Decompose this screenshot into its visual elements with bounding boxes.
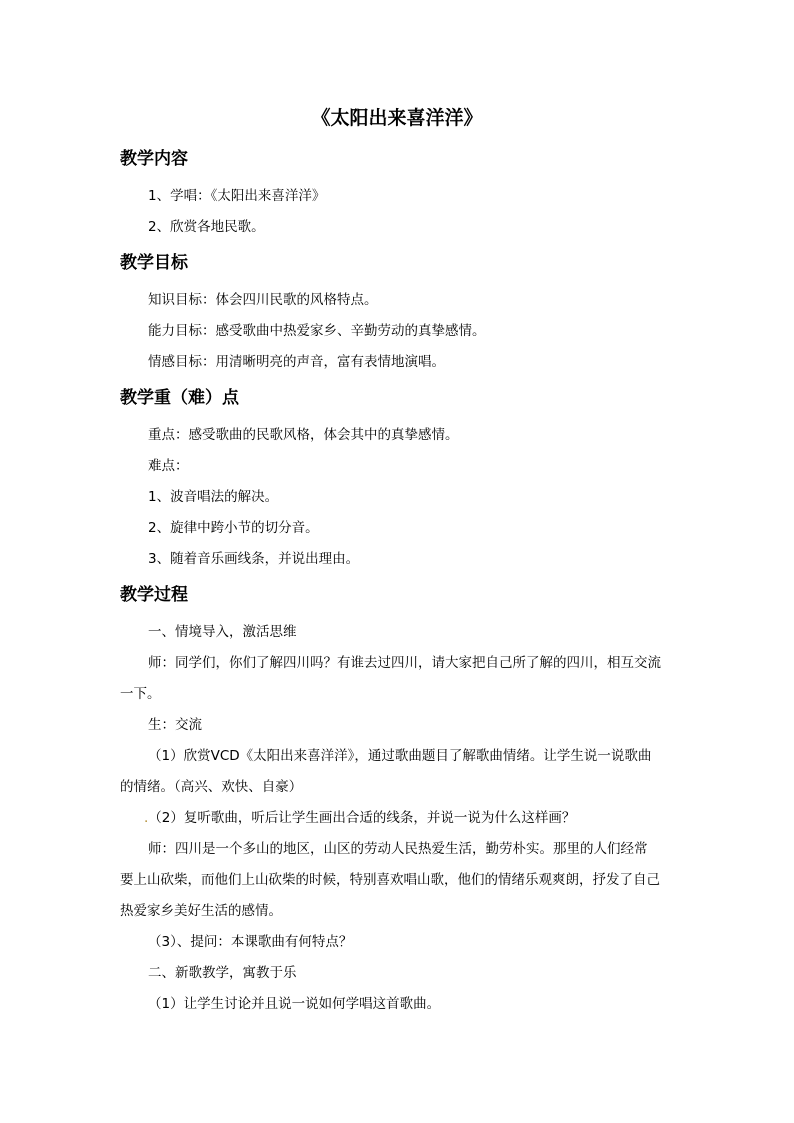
- process-item-3: （3）、提问：本课歌曲有何特点？: [148, 934, 353, 950]
- content-item-1: 1、学唱：《太阳出来喜洋洋》: [148, 188, 326, 204]
- process-teacher-question-line2: 一下。: [120, 686, 161, 702]
- process-step-2-item-1: （1）让学生讨论并且说一说如何学唱这首歌曲。: [148, 996, 441, 1012]
- process-student-response: 生：交流: [148, 717, 202, 733]
- process-step-1-heading: 一、情境导入，激活思维: [148, 624, 297, 640]
- process-teacher-explain-line1: 师：四川是一个多山的地区，山区的劳动人民热爱生活，勤劳朴实。那里的人们经常: [148, 841, 648, 857]
- section-heading-process: 教学过程: [120, 585, 188, 605]
- process-teacher-question-line1: 师：同学们，你们了解四川吗？有谁去过四川，请大家把自己所了解的四川，相互交流: [148, 655, 661, 671]
- process-item-2: [144, 808, 575, 828]
- difficulty-item-1: 1、波音唱法的解决。: [148, 489, 279, 505]
- process-item-1-line2: 的情绪。（高兴、欢快、自豪）: [120, 779, 303, 795]
- section-heading-goals: 教学目标: [120, 253, 188, 273]
- page-title: 《太阳出来喜洋洋》: [311, 107, 483, 129]
- process-item-2-text: （2）复听歌曲，听后让学生画出合适的线条，并说一说为什么这样画？: [148, 810, 576, 826]
- process-teacher-explain-line2: 要上山砍柴，而他们上山砍柴的时候，特别喜欢唱山歌，他们的情绪乐观爽朗，抒发了自己: [120, 872, 660, 888]
- process-step-2-heading: 二、新歌教学，寓教于乐: [148, 965, 297, 981]
- content-item-2: 2、欣赏各地民歌。: [148, 219, 265, 235]
- section-heading-key-points: 教学重（难）点: [120, 388, 239, 408]
- difficulty-item-3: 3、随着音乐画线条，并说出理由。: [148, 551, 360, 567]
- process-teacher-explain-line3: 热爱家乡美好生活的感情。: [120, 903, 282, 919]
- key-point-difficulty-label: 难点：: [148, 458, 189, 474]
- process-item-1-line1: （1）欣赏VCD《太阳出来喜洋洋》，通过歌曲题目了解歌曲情绪。让学生说一说歌曲: [148, 748, 652, 764]
- goal-emotion: 情感目标：用清晰明亮的声音，富有表情地演唱。: [148, 354, 445, 370]
- key-point-main: 重点：感受歌曲的民歌风格，体会其中的真挚感情。: [148, 427, 459, 443]
- difficulty-item-2: 2、旋律中跨小节的切分音。: [148, 520, 319, 536]
- revision-mark: .: [144, 810, 149, 826]
- section-heading-content: 教学内容: [120, 149, 188, 169]
- goal-ability: 能力目标：感受歌曲中热爱家乡、辛勤劳动的真挚感情。: [148, 323, 486, 339]
- goal-knowledge: 知识目标：体会四川民歌的风格特点。: [148, 292, 378, 308]
